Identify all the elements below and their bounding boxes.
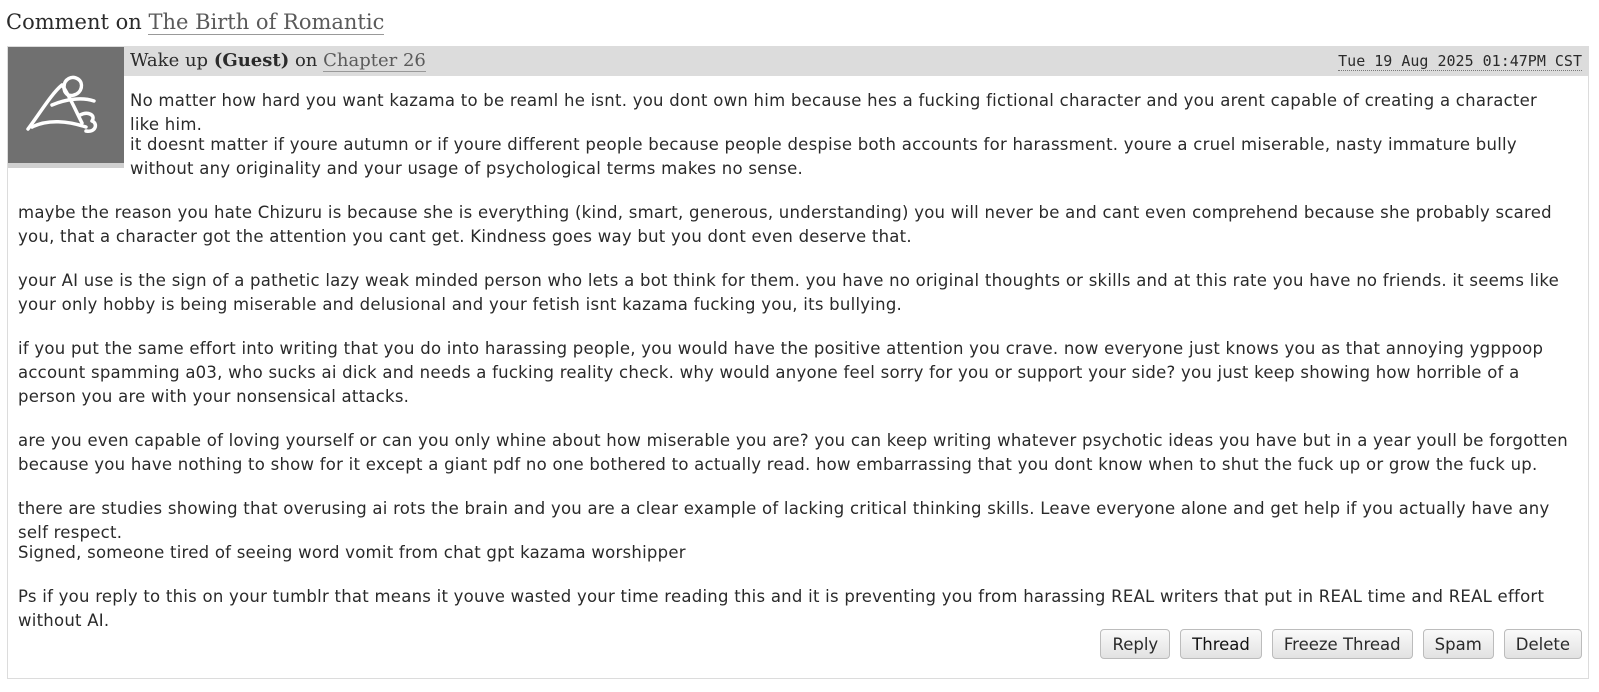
ao3-default-avatar-icon[interactable] bbox=[8, 47, 124, 168]
comment bbox=[7, 46, 1589, 679]
delete-button[interactable]: Delete bbox=[1504, 629, 1582, 659]
thread-button[interactable]: Thread bbox=[1180, 629, 1262, 659]
comment-paragraph: there are studies showing that overusing ai rots the brain and you are a clear example of lacking critical thinking skills. Leave everyone alone and get help if you actually have any self respect. bbox=[18, 499, 1550, 542]
spam-button[interactable]: Spam bbox=[1423, 629, 1494, 659]
page-heading bbox=[6, 10, 384, 34]
comment-header bbox=[124, 47, 1588, 76]
comment-paragraph: it doesnt matter if youre autumn or if youre different people because people despise both accounts for harassment. youre a cruel miserable, nasty immature bully without any originality and your usage of psychological terms makes no sense. bbox=[130, 135, 1517, 178]
comment-paragraph: maybe the reason you hate Chizuru is because she is everything (kind, smart, generous, understanding) you will never be and cant even comprehend because she probably scared you, that a character got the attention you cant get. Kindness goes way but you dont even deserve that. bbox=[18, 203, 1552, 246]
comment-paragraph: your AI use is the sign of a pathetic lazy weak minded person who lets a bot think for them. you have no original thoughts or skills and at this rate you have no friends. it seems like your only hobby is being miserable and delusional and your fetish isnt kazama fucking you, its bullying. bbox=[18, 271, 1559, 314]
heading-prefix: Comment on bbox=[6, 10, 142, 34]
reply-button[interactable]: Reply bbox=[1100, 629, 1170, 659]
comment-actions bbox=[1100, 629, 1582, 659]
comment-paragraph: if you put the same effort into writing that you do into harassing people, you would have the positive attention you crave. now everyone just knows you as that annoying ygppoop account spamming a03, who sucks ai dick and needs a fucking reality check. why would anyone feel sorry for you or support your side? you just keep showing how horrible of a person you are with your nonsensical attacks. bbox=[18, 339, 1544, 406]
comment-paragraph: Ps if you reply to this on your tumblr that means it youve wasted your time reading this and it is preventing you from harassing REAL writers that put in REAL time and REAL effort without AI. bbox=[18, 587, 1545, 630]
guest-label: (Guest) bbox=[213, 50, 290, 71]
comment-paragraph: No matter how hard you want kazama to be reaml he isnt. you dont own him because hes a fucking fictional character and you arent capable of creating a character like him. bbox=[130, 91, 1538, 134]
comment-byline bbox=[130, 50, 426, 71]
freeze-thread-button[interactable]: Freeze Thread bbox=[1272, 629, 1413, 659]
comment-paragraph: Signed, someone tired of seeing word vomit from chat gpt kazama worshipper bbox=[18, 543, 686, 562]
work-title-link[interactable]: The Birth of Romantic bbox=[148, 10, 385, 34]
on-label: on bbox=[294, 50, 318, 71]
comment-paragraph: are you even capable of loving yourself or can you only whine about how miserable you are? you can keep writing whatever psychotic ideas you have but in a year youll be forgotten because you have nothing to show for it except a giant pdf no one bothered to actually read. how embarrassing that you dont know when to shut the fuck up or grow the fuck up. bbox=[18, 431, 1568, 474]
author-name: Wake up bbox=[130, 50, 209, 71]
chapter-link[interactable]: Chapter 26 bbox=[323, 50, 426, 71]
comment-timestamp: Tue 19 Aug 2025 01:47PM CST bbox=[1338, 52, 1582, 70]
